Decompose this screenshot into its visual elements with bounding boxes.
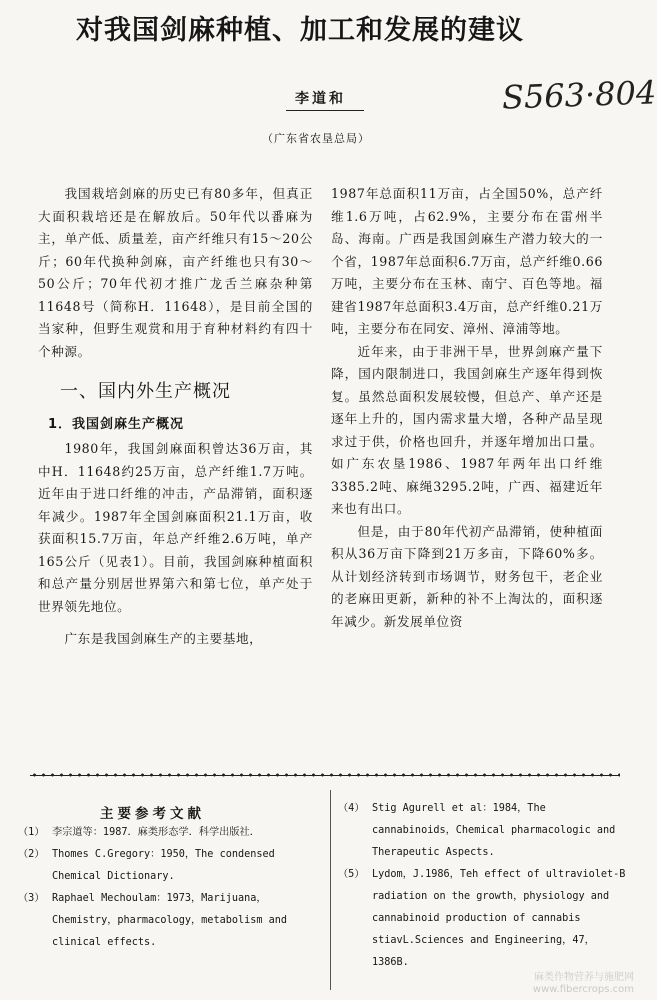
site-watermark [533, 972, 634, 996]
reference-item [338, 864, 628, 974]
paragraph-guangdong-start: 广东是我国剑麻生产的主要基地， [64, 631, 263, 646]
section-divider-line [30, 775, 620, 776]
reference-text: Lydom，J.1986，Teh effect of ultraviolet-B radiation on the growth，physiology and cannabinoid production of cannabis stiavL.Sciences and Engineering，47，1386B. [372, 869, 626, 968]
reference-text: Raphael Mechoulam：1973，Marijuana，Chemistry，pharmacology，metabolism and clinical effects. [52, 893, 288, 948]
left-column [38, 183, 313, 651]
handwritten-call-number: S563·804 [501, 73, 657, 117]
reference-item [18, 822, 323, 844]
reference-text: 李宗道等：1987．麻类形态学．科学出版社． [52, 827, 260, 838]
reference-number: （3） [18, 893, 45, 904]
reference-text: Thomes C.Gregory：1950，The condensed Chemical Dictionary. [52, 849, 275, 882]
reference-item [18, 888, 323, 954]
right-column [331, 183, 603, 633]
paragraph-however: 但是，由于80年代初产品滞销，使种植面积从36万亩下降到21万多亩，下降60%多。从计划经济转到市场调节，财务包干，老企业的老麻田更新，新种的补不上淘汰的，面积逐年减少。新发展单位资 [331, 523, 603, 629]
references-column-divider [330, 790, 331, 990]
author-name: 李道和 [295, 91, 346, 107]
reference-number: （1） [18, 827, 45, 838]
intro-paragraph: 我国栽培剑麻的历史已有80多年，但真正大面积栽培还是在解放后。50年代以番麻为主，单产低、质量差，亩产纤维只有15～20公斤；60年代换种剑麻，亩产纤维也只有30～50公斤；70年代初才推广龙舌兰麻杂种第11648号（简称H．11648），是目前全国的当家种，但野生观赏和用于育种材料约有四十个种源。 [38, 186, 313, 359]
reference-text: Stig Agurell et al：1984，The cannabinoids，Chemical pharmacologic and Therapeutic Aspects. [372, 803, 616, 858]
paragraph-guangdong-continued: 1987年总面积11万亩，占全国50%，总产纤维1.6万吨，占62.9%，主要分布在雷州半岛、海南。广西是我国剑麻生产潜力较大的一个省，1987年总面积6.7万亩，总产纤维0.66万吨，主要分布在玉林、南宁、百色等地。福建省1987年总面积3.4万亩，总产纤维0.21万吨，主要分布在同安、漳州、漳浦等地。 [331, 186, 603, 336]
reference-item [338, 798, 628, 864]
reference-number: （4） [338, 803, 365, 814]
references-heading: 主要参考文献 [100, 806, 205, 822]
paper-title: 对我国剑麻种植、加工和发展的建议 [76, 15, 524, 46]
section-heading: 一、国内外生产概况 [60, 381, 231, 402]
subsection-heading: 1．我国剑麻生产概况 [48, 416, 185, 432]
watermark-line-2: www.fibercrops.com [532, 984, 634, 995]
paragraph-recent-years: 近年来，由于非洲干旱，世界剑麻产量下降，国内限制进口，我国剑麻生产逐年得到恢复。虽然总面积发展较慢，但总产、单产还是逐年上升的，国内需求量大增，各种产品呈现求过于供，价格也回升，并逐年增加出口量。如广东农垦1986、1987年两年出口纤维3385.2吨、麻绳3295.2吨，广西、福建近年来也有出口。 [331, 343, 603, 516]
author-affiliation: （广东省农垦总局） [262, 132, 370, 145]
references-left-list [18, 822, 323, 954]
paragraph-1980: 1980年，我国剑麻面积曾达36万亩，其中H．11648约25万亩，总产纤维1.7万吨。近年由于进口纤维的冲击，产品滞销，面积逐年减少。1987年全国剑麻面积21.1万亩，收获面积15.7万亩，年总产纤维2.6万吨，单产165公斤（见表1）。目前，我国剑麻种植面积和总产量分别居世界第六和第七位，单产处于世界领先地位。 [38, 441, 313, 614]
reference-item [18, 844, 323, 888]
watermark-line-1: 麻类作物营养与施肥网 [534, 972, 634, 983]
author-underline [286, 110, 364, 111]
reference-number: （5） [338, 869, 365, 880]
references-right-list [338, 798, 628, 974]
reference-number: （2） [18, 849, 45, 860]
